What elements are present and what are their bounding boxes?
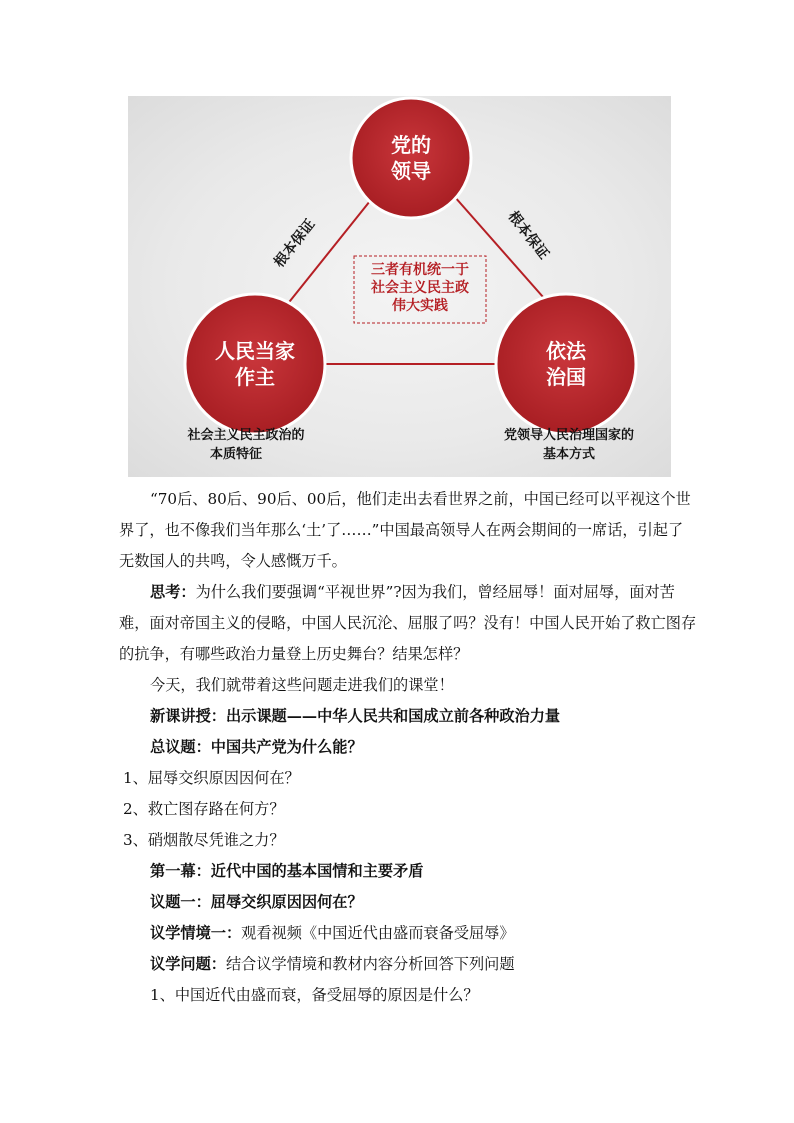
top-circle-line1: 党的 <box>391 133 431 157</box>
left-caption-line1: 社会主义民主政治的 <box>187 428 305 443</box>
right-caption-line2: 基本方式 <box>542 447 596 462</box>
today-paragraph: 今天，我们就带着这些问题走进我们的课堂！ <box>150 676 454 694</box>
center-box-line2: 社会主义民主政 <box>371 280 469 296</box>
center-box-line1: 三者有机统一于 <box>371 262 469 278</box>
topic-one-heading: 议题一：屈辱交织原因因何在？ <box>150 893 363 911</box>
act-one-heading: 第一幕：近代中国的基本国情和主要矛盾 <box>150 862 424 880</box>
left-circle-line1: 人民当家 <box>215 339 295 363</box>
intro-paragraph: “70后、80后、90后、00后，他们走出去看世界之前，中国已经可以平视这个世界了，也不像我们当年那么‘土’了……”中国最高领导人在两会期间的一席话，引起了无数国人的共鸣，令人感慨万千。 <box>119 490 691 570</box>
scenario-one-label: 议学情境一： <box>150 924 242 942</box>
main-topic-heading: 总议题：中国共产党为什么能？ <box>150 738 363 756</box>
scenario-one-text: 观看视频《中国近代由盛而衰备受屈辱》 <box>241 924 515 942</box>
center-box-line3: 伟大实践 <box>392 298 448 314</box>
think-label: 思考： <box>150 583 196 601</box>
right-circle-line2: 治国 <box>546 365 586 389</box>
right-circle <box>496 294 636 434</box>
left-caption-line2: 本质特征 <box>209 447 263 462</box>
study-question-text: 结合议学情境和教材内容分析回答下列问题 <box>225 955 515 973</box>
left-arrow-label: 根本保证 <box>271 216 319 271</box>
think-paragraph <box>119 577 697 670</box>
left-circle <box>185 294 325 434</box>
top-circle-line2: 领导 <box>391 159 431 183</box>
think-text: 为什么我们要强调“平视世界”?因为我们，曾经屈辱！面对屈辱，面对苦难，面对帝国主义的侵略，中国人民沉沦、屈服了吗？没有！中国人民开始了救亡图存的抗争，有哪些政治力量登上历史舞台？结果怎样？ <box>119 583 697 663</box>
topic-item-3: 3、硝烟散尽凭谁之力？ <box>123 831 285 849</box>
top-circle <box>351 98 471 218</box>
right-circle-line1: 依法 <box>546 339 586 363</box>
body-text <box>119 484 697 1011</box>
left-circle-line2: 作主 <box>235 365 275 389</box>
right-arrow-label: 根本保证 <box>504 208 552 263</box>
new-lesson-heading: 新课讲授：出示课题——中华人民共和国成立前各种政治力量 <box>150 707 561 725</box>
topic-item-2: 2、救亡图存路在何方？ <box>123 800 285 818</box>
right-caption-line1: 党领导人民治理国家的 <box>503 428 635 443</box>
question-1: 1、中国近代由盛而衰，备受屈辱的原因是什么？ <box>150 986 479 1004</box>
relationship-diagram <box>128 96 671 477</box>
study-question <box>119 949 697 980</box>
diagram-svg <box>128 96 671 477</box>
study-question-label: 议学问题： <box>150 955 226 973</box>
topic-item-1: 1、屈辱交织原因因何在？ <box>123 769 300 787</box>
scenario-one <box>119 918 697 949</box>
